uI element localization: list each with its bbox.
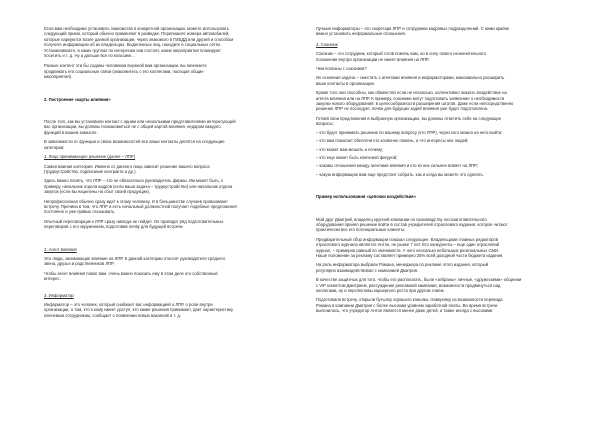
paragraph: После того, как вы установили контакт с одним или несколькими представителями интересующей вас организации, вы должны познакомиться не с общей картой влияния, недаром каждого функций в вашем замысле. (44, 119, 236, 135)
paragraph: Готовя свои предложения в выбранную организацию, вы должны ответить себе на следующие вопросы: (316, 115, 502, 127)
paragraph: Лучшие информаторы – это секретари ЛПР и сотрудники кадровых подразделений. С ними крайне важно установить неформальные отношения. (316, 26, 510, 37)
paragraph: Если вам необходимо установить знакомство в конкретной организации, можете использовать следующий прием, который обычно применяют в разведке. Перепишите номера автомобилей, которые паркуются возле данной организации, через знакомого в ГИБДД или друзей и способом получите информацию об их владельцах. Выделенных лиц, находите в социальных сетях. Устанавливаете, в каких группах по интересам они состоят, какие мероприятия планируют посетить и т. д. Ну а дальше все по классике... (44, 26, 234, 59)
paragraph: – кто может вам мешать и почему; (316, 146, 384, 152)
paragraph: Опытный переговорщик к ЛПР сразу никогда не пойдет. Он проводит ряд подготовительных переговоров с его окружением, подготовив почву для будущей встречи. (44, 218, 224, 230)
subsection-heading: 3. Информатор (44, 292, 74, 298)
paragraph: – кто вам помогает обеспечи кто косвенно помочь, а что интересы них людей; (316, 138, 469, 144)
paragraph: Их основная задача – сместить с агентами влияния и информаторами, максимально расширить ваше контакты в организации. (316, 75, 505, 86)
subsection-heading: 4. Союзник (316, 41, 338, 47)
paragraph: – какую информацию вам еще предстоит собрать, как и когда вы можете это сделать. (316, 171, 484, 177)
paragraph: Мой друг Дмитрий, владелец крупной компании по производству лесозаготовительного оборудования принял решение войти в состав учредителей отраслевого издания, которое читают практически все его потенциальные клиенты. (316, 216, 508, 233)
paragraph: На роль информатора выбрали Романа, менеджера по рекламе этого издания, который регулярно взаимодействовал с компанией Дмитрия. (316, 262, 489, 273)
subsection-heading: 1. Лицо принимающее решение (далее – ЛПР) (44, 154, 136, 160)
paragraph: В зависимости от функции и своих возможностей все ваши контакты делятся на следующие категории: (44, 139, 225, 150)
paragraph: В качестве защитных для того, чтобы его располагать, были «зебраны» личные, «дружескими» общении с VIP клиентом Дмитрием, рассуждение рекламной кампании, возможности продвинуться над коллегами, ну и перспективы карьерного роста при другом счаем. (316, 277, 522, 293)
paragraph: Здесь важно понять, что ЛПР – это не обязательно руководитель фирмы. Им может быть, к примеру, начальник отдела кадров (если ваша задача – трудоустройство) или начальник отдела закупок (если вы нацелены на сбыт своей продукции). (44, 178, 233, 195)
subsection-heading: 2. Агент влияния (44, 246, 77, 252)
paragraph: Союзник – это сотрудник, который готов помочь вам, но в силу своего незначительного положения внутри организации не имеет влияния на ЛПР. (316, 51, 486, 62)
paragraph: Чем полезны с союзники? (316, 66, 367, 72)
left-column (44, 0, 296, 424)
paragraph: Самая важная категория. Именно от данного лица зависит решение вашего вопроса (трудоустройство, подписание контракта и др.). (44, 163, 210, 174)
right-column (316, 0, 568, 424)
paragraph: Информатор – это человек, который снабжает вас информацией о ЛПР, о роли внутри организации, о том, кто к кому имеет доступ, кто какие решения принимает, дает характеристику ключевым сотрудникам, сообщает о появлении новых вакансий и т. д. (44, 302, 234, 318)
paragraph: Разные контент эти бы соданы человеком внужной вам организации, вы начинаете продвижать его социальные связи (знакомитесь с его коллегами, посещая общие мероприятия). (44, 63, 207, 80)
paragraph: Кроме того они способны, как обменство если не несколько, коллективно оказать воздействие на агента влияния или на ЛПР. К примеру, союзники могут подготовить заявление о необходимости закупки нового оборудования; в целесообразности расширения штатов. Даже если непосредственно решение ЛПР не последует, почва для будущих задей влияния уже будет подготовлена. (316, 90, 514, 112)
paragraph: Это люди, занимающие влияние на ЛПР. К данной категории относят руководителя среднего звена, друзья и родственников ЛПР. (44, 255, 226, 267)
paragraph: – каковы отношения между агентами влияния и кто из них сильнее влияет на ЛПР; (316, 163, 478, 169)
paragraph: – кто еще может быть ключевой фигурой; (316, 154, 398, 160)
paragraph: Предварительный сбор информации показал следующее. Владельцами главных редакторов отраслевого журнала является Антон, не рынке 7 лет. Его конкуренты – еще один отраслевой журнал, – примерно равный по значимости. У него несколько небольших региональных СМИ. Наше положение за рекламу составляет примерно 25% всей доходной части бюджета издания. (316, 236, 504, 258)
paragraph: Чтобы агент влияния помог вам, очень важно показать ему в этом деле его собственный интерес. (44, 270, 218, 282)
section-heading: 2. Построение «карты влияния» (44, 96, 111, 102)
paragraph: Непрофессионал обычно сразу идет к этому человеку. И в большинстве случаев проваливает встречу. Причина в том, что ЛПР и есть начальный должностной получает подобные предложения постоянно и уже привык отказывать. (44, 198, 237, 215)
paragraph: – кто будет принимать решение по вашему вопросу (кто ЛПР), через кого можно на него выйти; (316, 129, 503, 135)
section-heading: Пример использования «цепочки воздействия» (316, 194, 416, 200)
paragraph: Подготовили встречу, открыли бутылку хорошего коньяка. Наверняку из возможности перевода Романа в компании Дмитрия с более высоким уровнем заработной платы. Во время встречи выяснилось, что учредитор Антон является менее даже детей, а также иногда с высокими (316, 297, 503, 314)
